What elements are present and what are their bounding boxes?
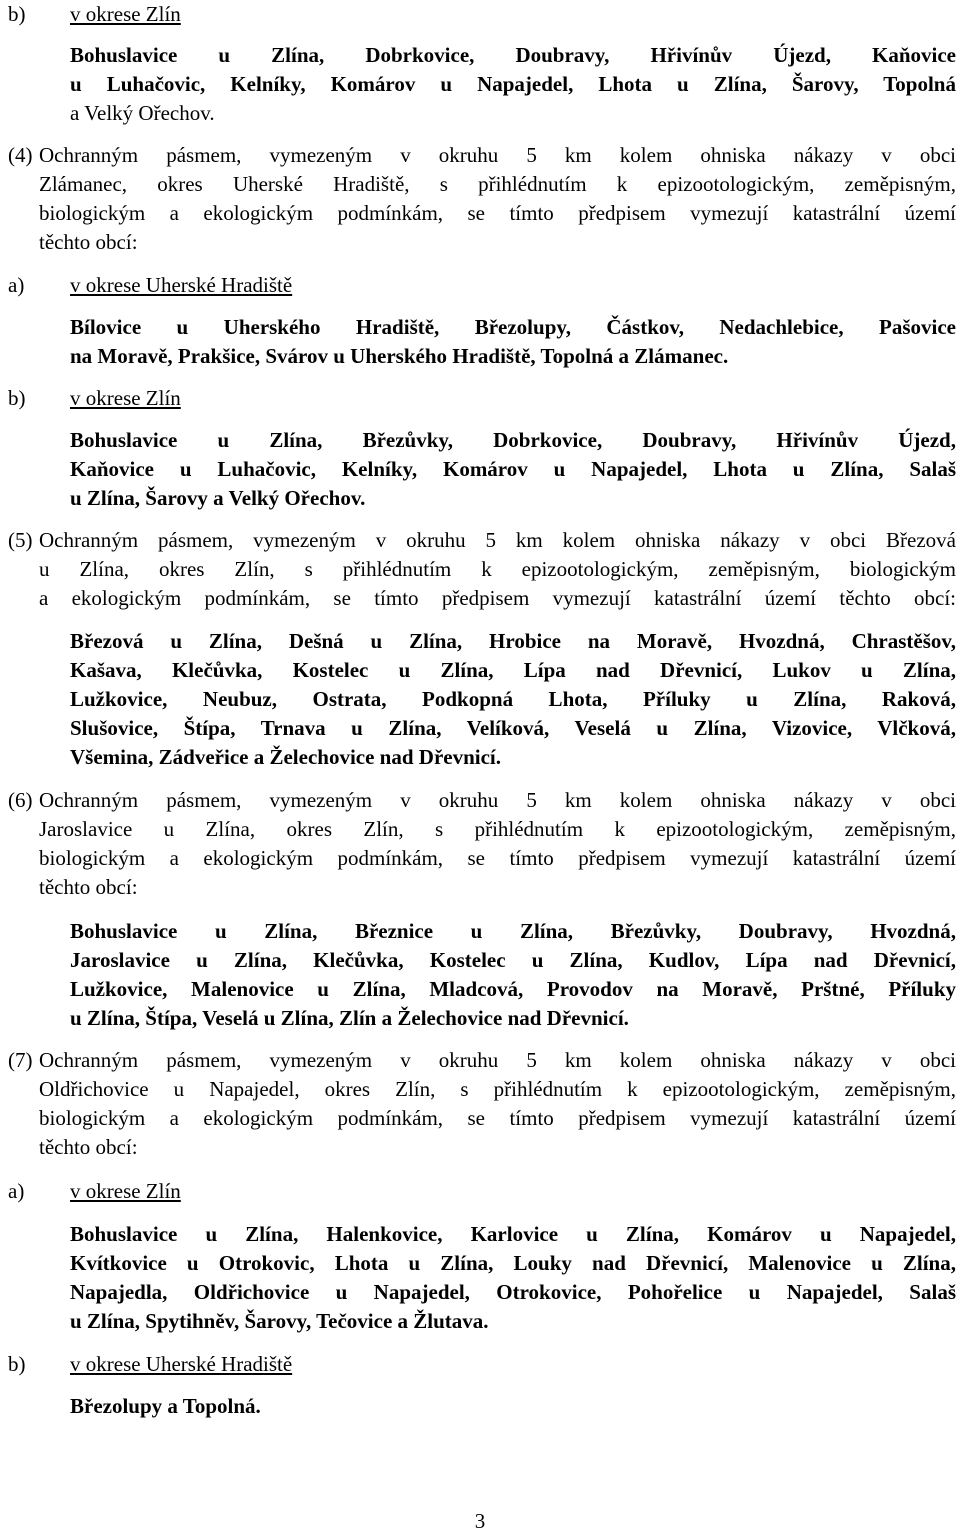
list-line: u Zlína, Spytihněv, Šarovy, Tečovice a Žlutava.: [70, 1309, 489, 1333]
subsection-letter: b): [8, 1352, 26, 1376]
list-line: Všemina, Zádveřice a Želechovice nad Dřevnicí.: [70, 745, 502, 769]
subsection-letter: b): [8, 386, 26, 410]
subsection-label: v okrese Zlín: [70, 386, 181, 410]
list-line: Bohuslavice u Zlína, Březnice u Zlína, Březůvky, Doubravy, Hvozdná,: [70, 919, 956, 943]
paragraph-number: (5): [8, 528, 33, 552]
subsection-letter: a): [8, 1179, 25, 1203]
list-line: Březová u Zlína, Dešná u Zlína, Hrobice na Moravě, Hvozdná, Chrastěšov,: [70, 629, 956, 653]
list-line: Napajedla, Oldřichovice u Napajedel, Otrokovice, Pohořelice u Napajedel, Salaš: [70, 1280, 956, 1304]
list-line: u Zlína, Šarovy a Velký Ořechov.: [70, 486, 366, 510]
subsection-letter: b): [8, 2, 26, 26]
list-line: Jaroslavice u Zlína, Klečůvka, Kostelec u Zlína, Kudlov, Lípa nad Dřevnicí,: [70, 948, 956, 972]
paragraph-line: Ochranným pásmem, vymezeným v okruhu 5 km kolem ohniska nákazy v obci: [39, 1048, 956, 1072]
paragraph-line: biologickým a ekologickým podmínkám, se tímto předpisem vymezují katastrální území: [39, 201, 956, 225]
paragraph-line: těchto obcí:: [39, 1135, 138, 1159]
list-line: Bohuslavice u Zlína, Březůvky, Dobrkovice, Doubravy, Hřivínův Újezd,: [70, 428, 956, 452]
list-line: u Luhačovic, Kelníky, Komárov u Napajedel, Lhota u Zlína, Šarovy, Topolná: [70, 72, 956, 96]
subsection-a-header: [8, 1177, 181, 1206]
subsection-b-header: [8, 0, 181, 29]
paragraph-line: Ochranným pásmem, vymezeným v okruhu 5 km kolem ohniska nákazy v obci: [39, 143, 956, 167]
subsection-letter: a): [8, 273, 25, 297]
paragraph-line: u Zlína, okres Zlín, s přihlédnutím k epizootologickým, zeměpisným, biologickým: [39, 557, 956, 581]
paragraph-line: biologickým a ekologickým podmínkám, se tímto předpisem vymezují katastrální území: [39, 846, 956, 870]
list-line: Kvítkovice u Otrokovic, Lhota u Zlína, Louky nad Dřevnicí, Malenovice u Zlína,: [70, 1251, 956, 1275]
paragraph-number: (4): [8, 143, 33, 167]
list-line: a Velký Ořechov.: [70, 101, 215, 125]
subsection-b-header: [8, 384, 181, 413]
list-line: u Zlína, Štípa, Veselá u Zlína, Zlín a Želechovice nad Dřevnicí.: [70, 1006, 629, 1030]
paragraph-number: (7): [8, 1048, 33, 1072]
list-line: Slušovice, Štípa, Trnava u Zlína, Velíková, Veselá u Zlína, Vizovice, Vlčková,: [70, 716, 956, 740]
list-line: Březolupy a Topolná.: [70, 1394, 261, 1418]
list-line: na Moravě, Prakšice, Svárov u Uherského Hradiště, Topolná a Zlámanec.: [70, 344, 729, 368]
paragraph-line: biologickým a ekologickým podmínkám, se tímto předpisem vymezují katastrální území: [39, 1106, 956, 1130]
list-line: Kašava, Klečůvka, Kostelec u Zlína, Lípa nad Dřevnicí, Lukov u Zlína,: [70, 658, 956, 682]
paragraph-line: Ochranným pásmem, vymezeným v okruhu 5 km kolem ohniska nákazy v obci Březová: [39, 528, 956, 552]
subsection-label: v okrese Zlín: [70, 1179, 181, 1203]
paragraph-line: Zlámanec, okres Uherské Hradiště, s přihlédnutím k epizootologickým, zeměpisným,: [39, 172, 956, 196]
subsection-label: v okrese Uherské Hradiště: [70, 1352, 293, 1376]
subsection-a-header: [8, 271, 292, 300]
subsection-b-header: [8, 1350, 292, 1379]
paragraph-number: (6): [8, 788, 33, 812]
list-line: Bílovice u Uherského Hradiště, Březolupy, Částkov, Nedachlebice, Pašovice: [70, 315, 956, 339]
paragraph-line: těchto obcí:: [39, 875, 138, 899]
list-line: Lužkovice, Neubuz, Ostrata, Podkopná Lhota, Příluky u Zlína, Raková,: [70, 687, 956, 711]
list-line: Lužkovice, Malenovice u Zlína, Mladcová, Provodov na Moravě, Prštné, Příluky: [70, 977, 956, 1001]
subsection-label: v okrese Uherské Hradiště: [70, 273, 293, 297]
subsection-label: v okrese Zlín: [70, 2, 181, 26]
paragraph-line: Ochranným pásmem, vymezeným v okruhu 5 km kolem ohniska nákazy v obci: [39, 788, 956, 812]
paragraph-line: a ekologickým podmínkám, se tímto předpisem vymezují katastrální území těchto obcí:: [39, 586, 956, 610]
list-line: Bohuslavice u Zlína, Dobrkovice, Doubravy, Hřivínův Újezd, Kaňovice: [70, 43, 956, 67]
list-line: Kaňovice u Luhačovic, Kelníky, Komárov u Napajedel, Lhota u Zlína, Salaš: [70, 457, 956, 481]
paragraph-line: Oldřichovice u Napajedel, okres Zlín, s přihlédnutím k epizootologickým, zeměpisným,: [39, 1077, 956, 1101]
page-number: 3: [474, 1509, 486, 1533]
paragraph-line: těchto obcí:: [39, 230, 138, 254]
paragraph-line: Jaroslavice u Zlína, okres Zlín, s přihlédnutím k epizootologickým, zeměpisným,: [39, 817, 956, 841]
list-line: Bohuslavice u Zlína, Halenkovice, Karlovice u Zlína, Komárov u Napajedel,: [70, 1222, 956, 1246]
